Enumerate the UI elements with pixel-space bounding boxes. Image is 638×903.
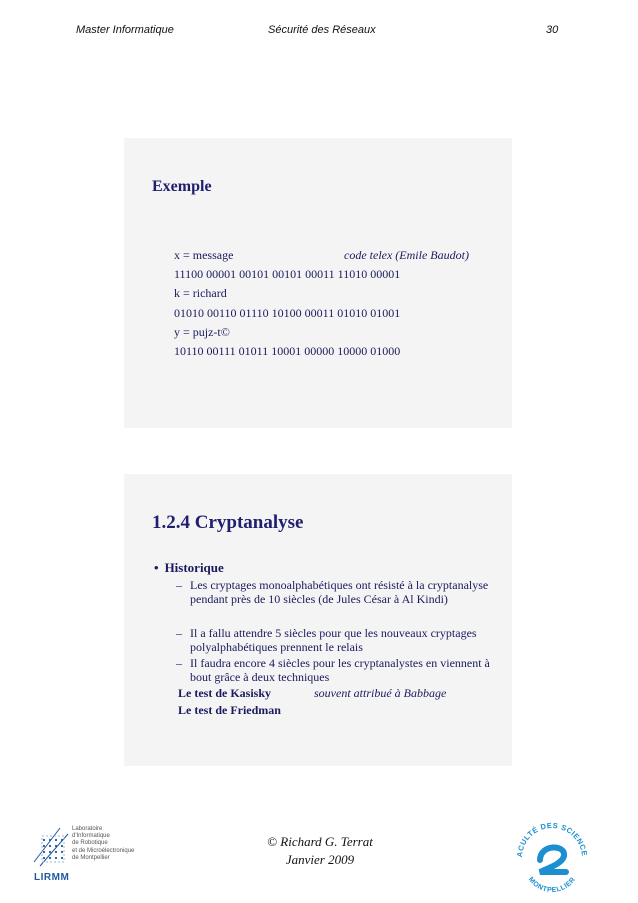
lirmm-logo: [32, 822, 152, 888]
sub-item-text: Il faudra encore 4 siècles pour les cryptanalystes en viennent à bout grâce à deux techniques: [190, 656, 490, 685]
test-kasisky-note: souvent attribué à Babbage: [314, 686, 447, 700]
header-subject: Sécurité des Réseaux: [268, 24, 376, 36]
telex-note: code telex (Emile Baudot): [344, 248, 469, 262]
slide-cryptanalyse: [124, 474, 512, 766]
lirmm-caption-line: Laboratoire: [72, 826, 103, 832]
bullet-dot: •: [154, 560, 159, 575]
header-course: Master Informatique: [76, 24, 174, 36]
slide-title: Exemple: [152, 178, 212, 195]
sub-item-text: Les cryptages monoalphabétiques ont résisté à la cryptanalyse pendant près de 10 siècles (de Jules César à Al Kindi): [190, 578, 489, 607]
lirmm-caption-line: de Montpellier: [72, 854, 110, 861]
test-kasisky: Le test de Kasisky: [178, 686, 271, 700]
sub-item: [176, 656, 506, 685]
slide-exemple: [124, 138, 512, 428]
page-number: 30: [546, 24, 559, 36]
faculte-sciences-logo: [510, 814, 594, 898]
lirmm-name: LIRMM: [34, 872, 70, 883]
sub-item: [176, 626, 506, 655]
sub-item: [176, 578, 506, 607]
text-line: 10110 00111 01011 10001 00000 10000 01000: [174, 344, 401, 359]
text-line: k = richard: [174, 286, 227, 301]
lirmm-caption-line: de Robotique: [72, 840, 108, 847]
bullet-historique: [154, 560, 224, 576]
bullet-label: Historique: [164, 560, 224, 575]
slide-body: [174, 246, 469, 361]
text-line: y = pujz-t©: [174, 324, 230, 339]
svg-text:MONTPELLIER: MONTPELLIER: [526, 876, 578, 895]
svg-text:FACULTÉ DES SCIENCES: ACULTÉ DES SCIENCE: [514, 820, 590, 858]
lirmm-caption-line: d'Informatique: [72, 833, 110, 840]
faculte-sciences-seal-icon: [510, 814, 594, 898]
footer-author: © Richard G. Terrat: [267, 834, 373, 849]
slide-title: 1.2.4 Cryptanalyse: [152, 512, 304, 533]
footer-date: Janvier 2009: [285, 852, 355, 867]
dash-marker: –: [176, 656, 182, 670]
dash-marker: –: [176, 578, 182, 592]
text-line: x = message: [174, 248, 234, 262]
sub-item-text: Il a fallu attendre 5 siècles pour que les nouveaux cryptages polyalphabétiques prennent le relais: [190, 626, 477, 655]
text-line: 01010 00110 01110 10100 00011 01010 01001: [174, 305, 401, 320]
test-friedman: Le test de Friedman: [178, 703, 281, 717]
text-line: 11100 00001 00101 00101 00011 11010 00001: [174, 267, 401, 282]
dash-marker: –: [176, 626, 182, 640]
lirmm-grid-icon: [32, 822, 72, 872]
lirmm-caption: [72, 826, 134, 862]
lirmm-caption-line: et de Microélectronique: [72, 847, 135, 854]
